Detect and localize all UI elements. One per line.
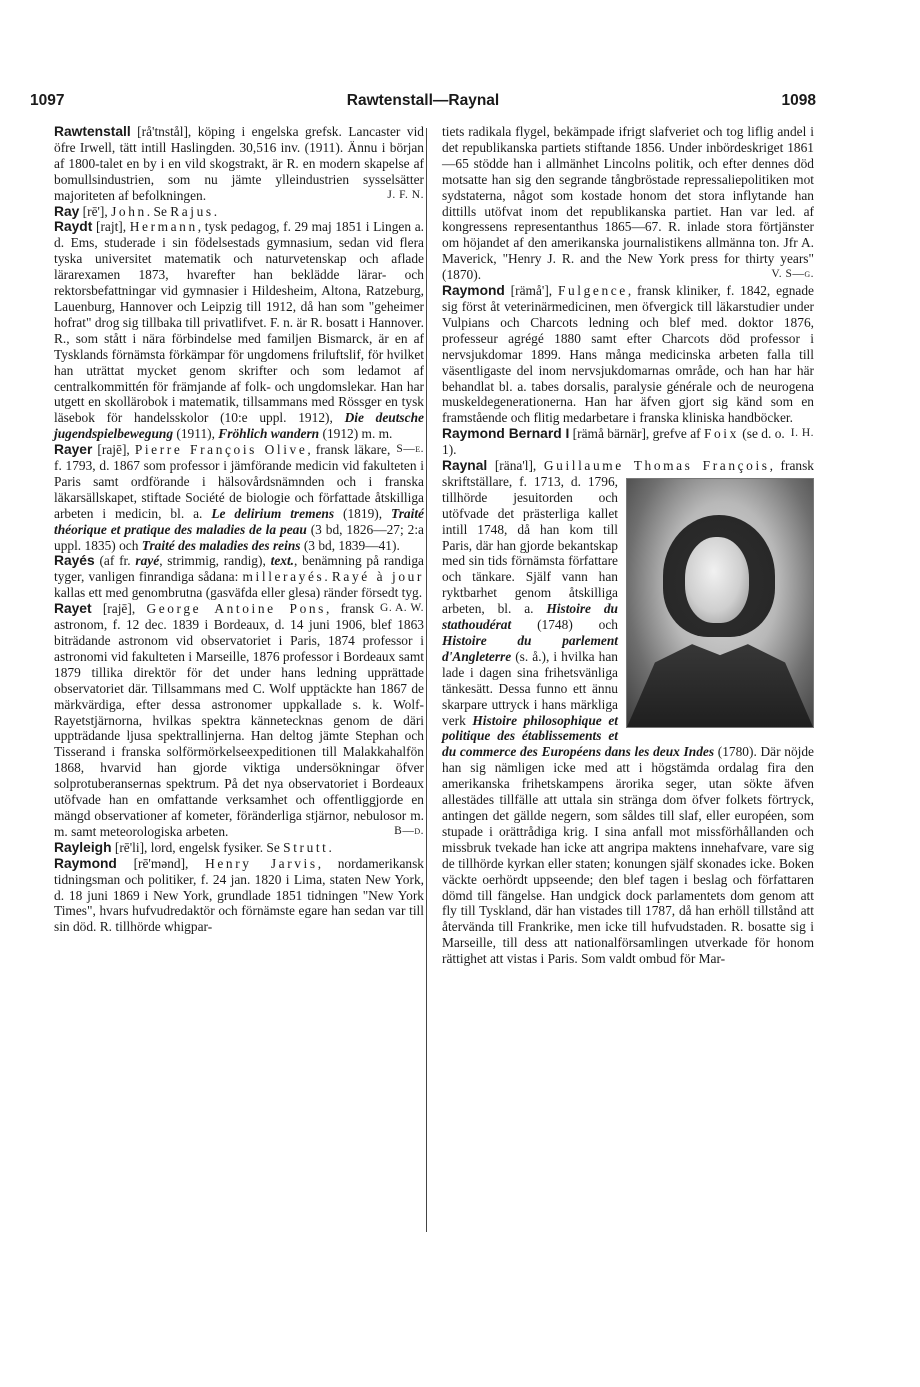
page-number-left: 1097: [30, 92, 65, 109]
entry-raymond-fulgence: Raymond [rämå'], Fulgence, fransk kliniker, f. 1842, egnade sig först åt veterinärmedicinen, men öfvergick till läkarstudier under Vulpians och Charcots ledning och blef med. doktor 1876, professeur agrégé 1880 samt efter Charcots död professor i nervsjukdomar 1899. Hans många medicinska arbeten falla till väsentligaste del inom nervsjukdomarnas område, och han har här behandlat bl. a. tabes dorsalis, paralysie générale och de neurogena muskeldegenerationerna. Han har äfven gjort sig känd som en framstående och flitig medarbetare i franska kliniska handböcker. I. H.: [442, 283, 814, 426]
headword: Raymond: [442, 283, 505, 299]
right-column: [442, 124, 814, 967]
page-header: [30, 92, 816, 112]
portrait-face: [685, 537, 749, 623]
entry-raynal: Raynal [räna'l], Guillaume Thomas François , fransk skriftställare, f. 1713, d. 1796, tillhörde jesuitorden och utöfvade det prästerliga kallet intill 1748, då han kom till Paris, där han gjorde bekantskap med sin tids förnämsta författare och tänkare. Själf vann han ryktbarhet genom åtskilliga arbeten, bl. a. Histoire du stathoudérat (1748) och Histoire du parlement d'Angleterre (s. å.), i hvilka han lade i dagen sina frihetsvänliga tänkesätt. Dessa funno ett ännu skarpare uttryck i hans märkliga verk Histoire philosophique et politique des établissements et du commerce des Européens dans les deux Indes (1780). Där nöjde han sig nämligen icke med att i högstämda ordalag fira den amerikanska frihetskampens ärorika seger, utan sökte äfven allestädes tillfälle att uttala sin stränga dom öfver folkets förtryck, antingen det gällde negern, som såldes till slaf, eller européen, som stupade i orättrådiga krig. I sina anfall mot missförhållanden och missbruk tvekade han icke att angripa maktens innehafvare, vare sig de tillhörde kyrkan eller staten; konungen själf skonades icke. Boken väckte oerhördt uppseende; den blef tagen i beslag och författaren dömd till fängelse. Han undgick dock parlamentets dom genom att fly till Tyskland, där han vistades till 1787, då han erhöll tillstånd att återvända till Frankrike, men icke till hufvudstaden. R. bosatte sig i Marseille, till dess att nationalförsamlingen utverkade för honom rättighet att vistas i Paris. Som valdt ombud för Mar-: [442, 458, 814, 967]
entry-raymond-bernard: Raymond Bernard I [rämå bärnär], grefve af Foix (se d. o. 1).: [442, 426, 785, 458]
portrait-coat: [627, 635, 813, 727]
headword: Raynal: [442, 458, 488, 474]
running-head: Rawtenstall—Raynal: [346, 92, 500, 109]
column-divider: [426, 128, 427, 1232]
entry-rayet: Rayet [rajē], George Antoine Pons, fransk astronom, f. 12 dec. 1839 i Bordeaux, d. 14 juni 1906, blef 1863 biträdande astronom vid observatoriet i Paris, 1874 professor i astronomi vid fakulteten i Marseille, 1876 professor i Bordeaux samt 1879 tillika direktör för det under hans ledning upprättade observatoriet där. Tillsammans med C. Wolf upptäckte han 1867 de märkvärdiga, efter dessa astronomer uppkallade s. k. Wolf-Rayetstjärnorna, hvilkas spektra kännetecknas genom de däri uppträdande ljusa spektrallinjerna. Han deltog jämte Stephan och Tisserand i franska solförmörkelseexpeditionen till Malakkahalfön 1868, hvarvid han gjorde viktiga undersökningar öfver solprotuberansernas spektrum. På det nya observatoriet i Bordeaux utöfvade han en omfattande verksamhet och offentliggjorde en mängd observationer af kometer, föränderliga stjärnor, nebulosor m. m. samt meteorologiska arbeten. B—d.: [54, 601, 424, 839]
signature: S—e.: [396, 443, 424, 456]
headword: Rawtenstall: [54, 124, 131, 139]
entry-rayer: Rayer [rajē], Pierre François Olive, fransk läkare, f. 1793, d. 1867 som professor i jämförande medicin vid fakulteten i Paris samt ordförande i hälsovårdsnämnden och i franska läkarsällskapet, stiftade Société de biologie och författade åtskilliga arbeten i medicin, bl. a. Le delirium tremens (1819), Traité théorique et pratique des maladies de la peau (3 bd, 1826—27; 2:a uppl. 1835) och Traité des maladies des reins (3 bd, 1839—41).: [54, 442, 424, 553]
signature: G. A. W.: [380, 602, 424, 615]
entry-ray: Ray [rē'], John. Se Rajus.: [54, 203, 218, 219]
left-column: [54, 124, 424, 935]
headword: Rayés: [54, 553, 95, 569]
headword: Raymond: [54, 855, 117, 871]
signature: J. F. N.: [387, 188, 424, 201]
entry-rawtenstall: Rawtenstall [rå'tnstål], köping i engelska grefsk. Lancaster vid öfre Irwell, tätt intill Haslingden. 30,516 inv. (1911). Ännu i början af 1800-talet en by i en vild skogstrakt, är R. en modern skapelse af bomullsindustrien, som nu jämte ylleindustrien sysselsätter majoriteten af befolkningen. J. F. N.: [54, 124, 424, 203]
entry-rayleigh: Rayleigh [rē'li], lord, engelsk fysiker. Se Strutt.: [54, 839, 332, 855]
headword: Rayer: [54, 442, 93, 458]
headword: Raydt: [54, 219, 93, 235]
headword: Ray: [54, 203, 80, 219]
entry-raydt: Raydt [rajt], Hermann, tysk pedagog, f. 29 maj 1851 i Lingen a. d. Ems, studerade i sin födelsestads gymnasium, sedan vid flera tyska universitet matematik och naturvetenskap och aflade lärarexamen 1873, hvarefter han beklädde lärar- och rektorsbefattningar vid gymnasier i Hildesheim, Altona, Ratzeburg, Lauenburg, Hannover och Leipzig till 1912, då han som "geheimer hofrat" drog sig tillbaka till privatlifvet. F. n. är R. bosatt i Hannover. R., som stått i nära förbindelse med familjen Bismarck, är en af Tysklands förnämsta förkämpar för ungdomens friluftslif, för hvilket han uträttat mycket genom skrifter och som ledamot af centralkommittén för främjande af folk- och ungdomslekar. Han har utgett en skollärobok i matematik, tillsammans med Rössger en tysk läsebok för handelsskolor (10:e uppl. 1912), Die deutsche jugendspielbewegung (1911), Fröhlich wandern (1912) m. m. S—e.: [54, 219, 424, 442]
page-number-right: 1098: [781, 92, 816, 109]
headword: Raymond Bernard I: [442, 426, 570, 442]
entry-continuation: tiets radikala flygel, bekämpade ifrigt slafveriet och tog liflig andel i det republikanska partiets stiftande 1856. Under inbördeskriget 1861—65 stödde han i allmänhet Lincolns politik, och efter dennes död motsatte han sig den segrande tångbröstade repressaliepolitiken mot sydstaterna, något som kostade honom det stora inflytande han dittills utöfvat inom det republikanska partiet. Han var led. af kongressens representanthus 1865—67. R. inlade stora förtjänster om höjandet af den amerikanska journalistikens allmänna ton. Jfr A. Maverick, "Henry J. R. and the New York press for thirty years" (1870). V. S—g.: [442, 124, 814, 283]
entry-raymond-henry: Raymond [rē'mənd], Henry Jarvis, nordamerikansk tidningsman och politiker, f. 24 jan. 1820 i Lima, staten New York, d. 18 juni 1869 i New York, grundlade 1851 tidningen "New York Times", hvars hufvudredaktör och förnämste egare han sedan var till sin död. R. tillhörde whigpar-: [54, 855, 424, 935]
portrait-image: [626, 478, 814, 728]
entry-rayes: Rayés (af fr. rayé, strimmig, randig), text., benämning på randiga tyger, vanligen finrandiga sådana: millerayés. Rayé à jour kallas ett med genombrutna (gasväfda eller glesa) ränder försedt tyg. G. A. W.: [54, 553, 424, 601]
headword: Rayet: [54, 601, 92, 617]
headword: Rayleigh: [54, 839, 112, 855]
signature: V. S—g.: [771, 268, 814, 281]
signature: I. H.: [790, 427, 814, 440]
signature: B—d.: [394, 824, 424, 837]
